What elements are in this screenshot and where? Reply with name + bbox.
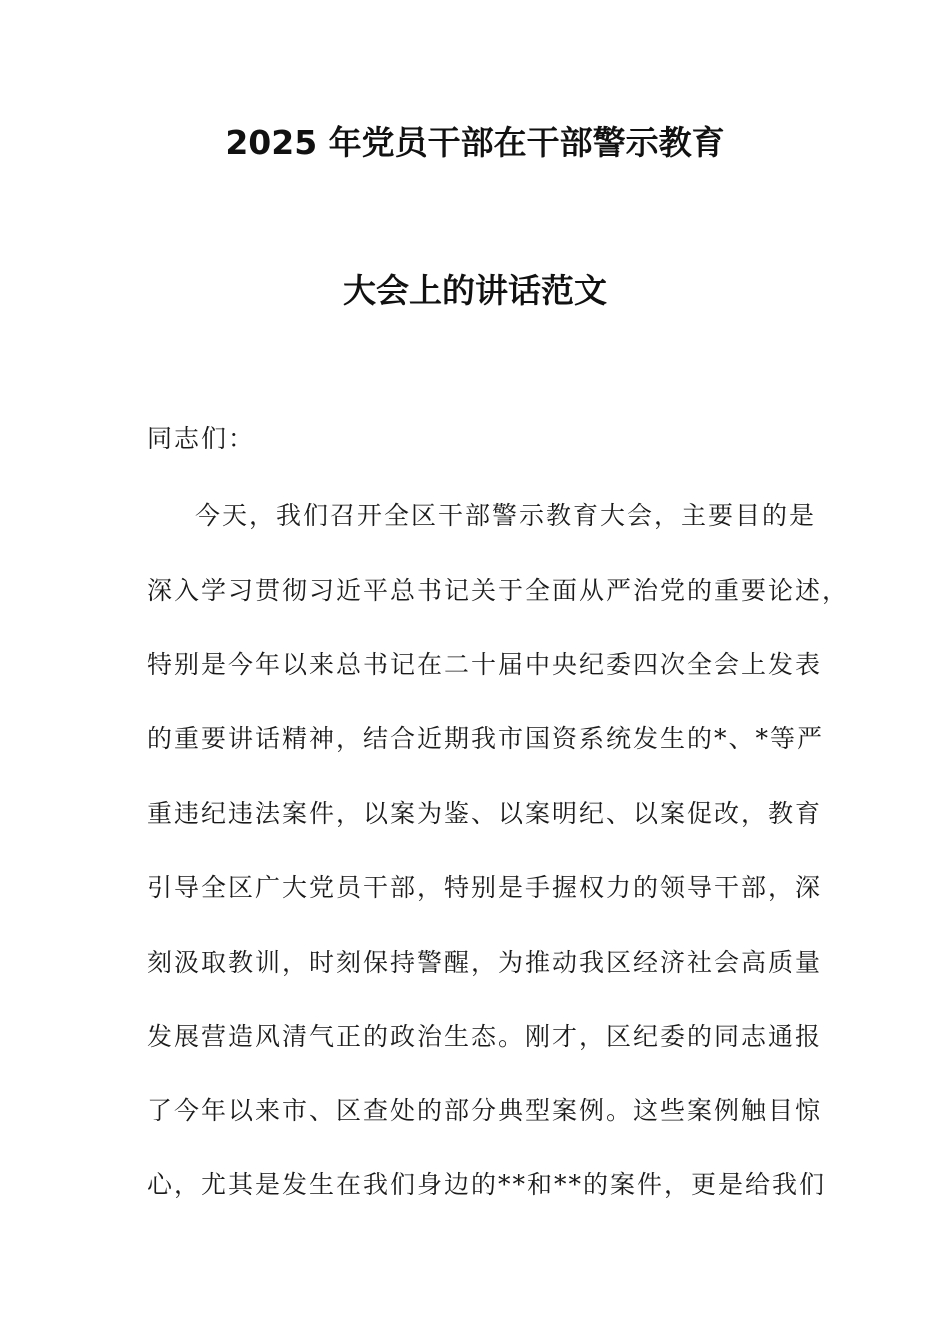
paragraph-line: 引导全区广大党员干部，特别是手握权力的领导干部，深: [147, 873, 823, 902]
salutation: 同志们：: [147, 424, 256, 453]
paragraph-line: 深入学习贯彻习近平总书记关于全面从严治党的重要论述，: [147, 576, 850, 605]
paragraph-line: 重违纪违法案件，以案为鉴、以案明纪、以案促改，教育: [147, 799, 823, 828]
paragraph-line: 的重要讲话精神，结合近期我市国资系统发生的*、*等严: [147, 724, 825, 753]
paragraph-line: 特别是今年以来总书记在二十届中央纪委四次全会上发表: [147, 650, 823, 679]
paragraph-line: 了今年以来市、区查处的部分典型案例。这些案例触目惊: [147, 1096, 823, 1125]
paragraph-line: 今天，我们召开全区干部警示教育大会，主要目的是: [195, 501, 817, 530]
paragraph-line: 心，尤其是发生在我们身边的**和**的案件，更是给我们: [147, 1170, 827, 1199]
paragraph-line: 刻汲取教训，时刻保持警醒，为推动我区经济社会高质量: [147, 948, 823, 977]
paragraph-line: 发展营造风清气正的政治生态。刚才，区纪委的同志通报: [147, 1022, 823, 1051]
document-title-line-1: 2025 年党员干部在干部警示教育: [225, 123, 725, 162]
document-title-line-2: 大会上的讲话范文: [343, 271, 607, 310]
